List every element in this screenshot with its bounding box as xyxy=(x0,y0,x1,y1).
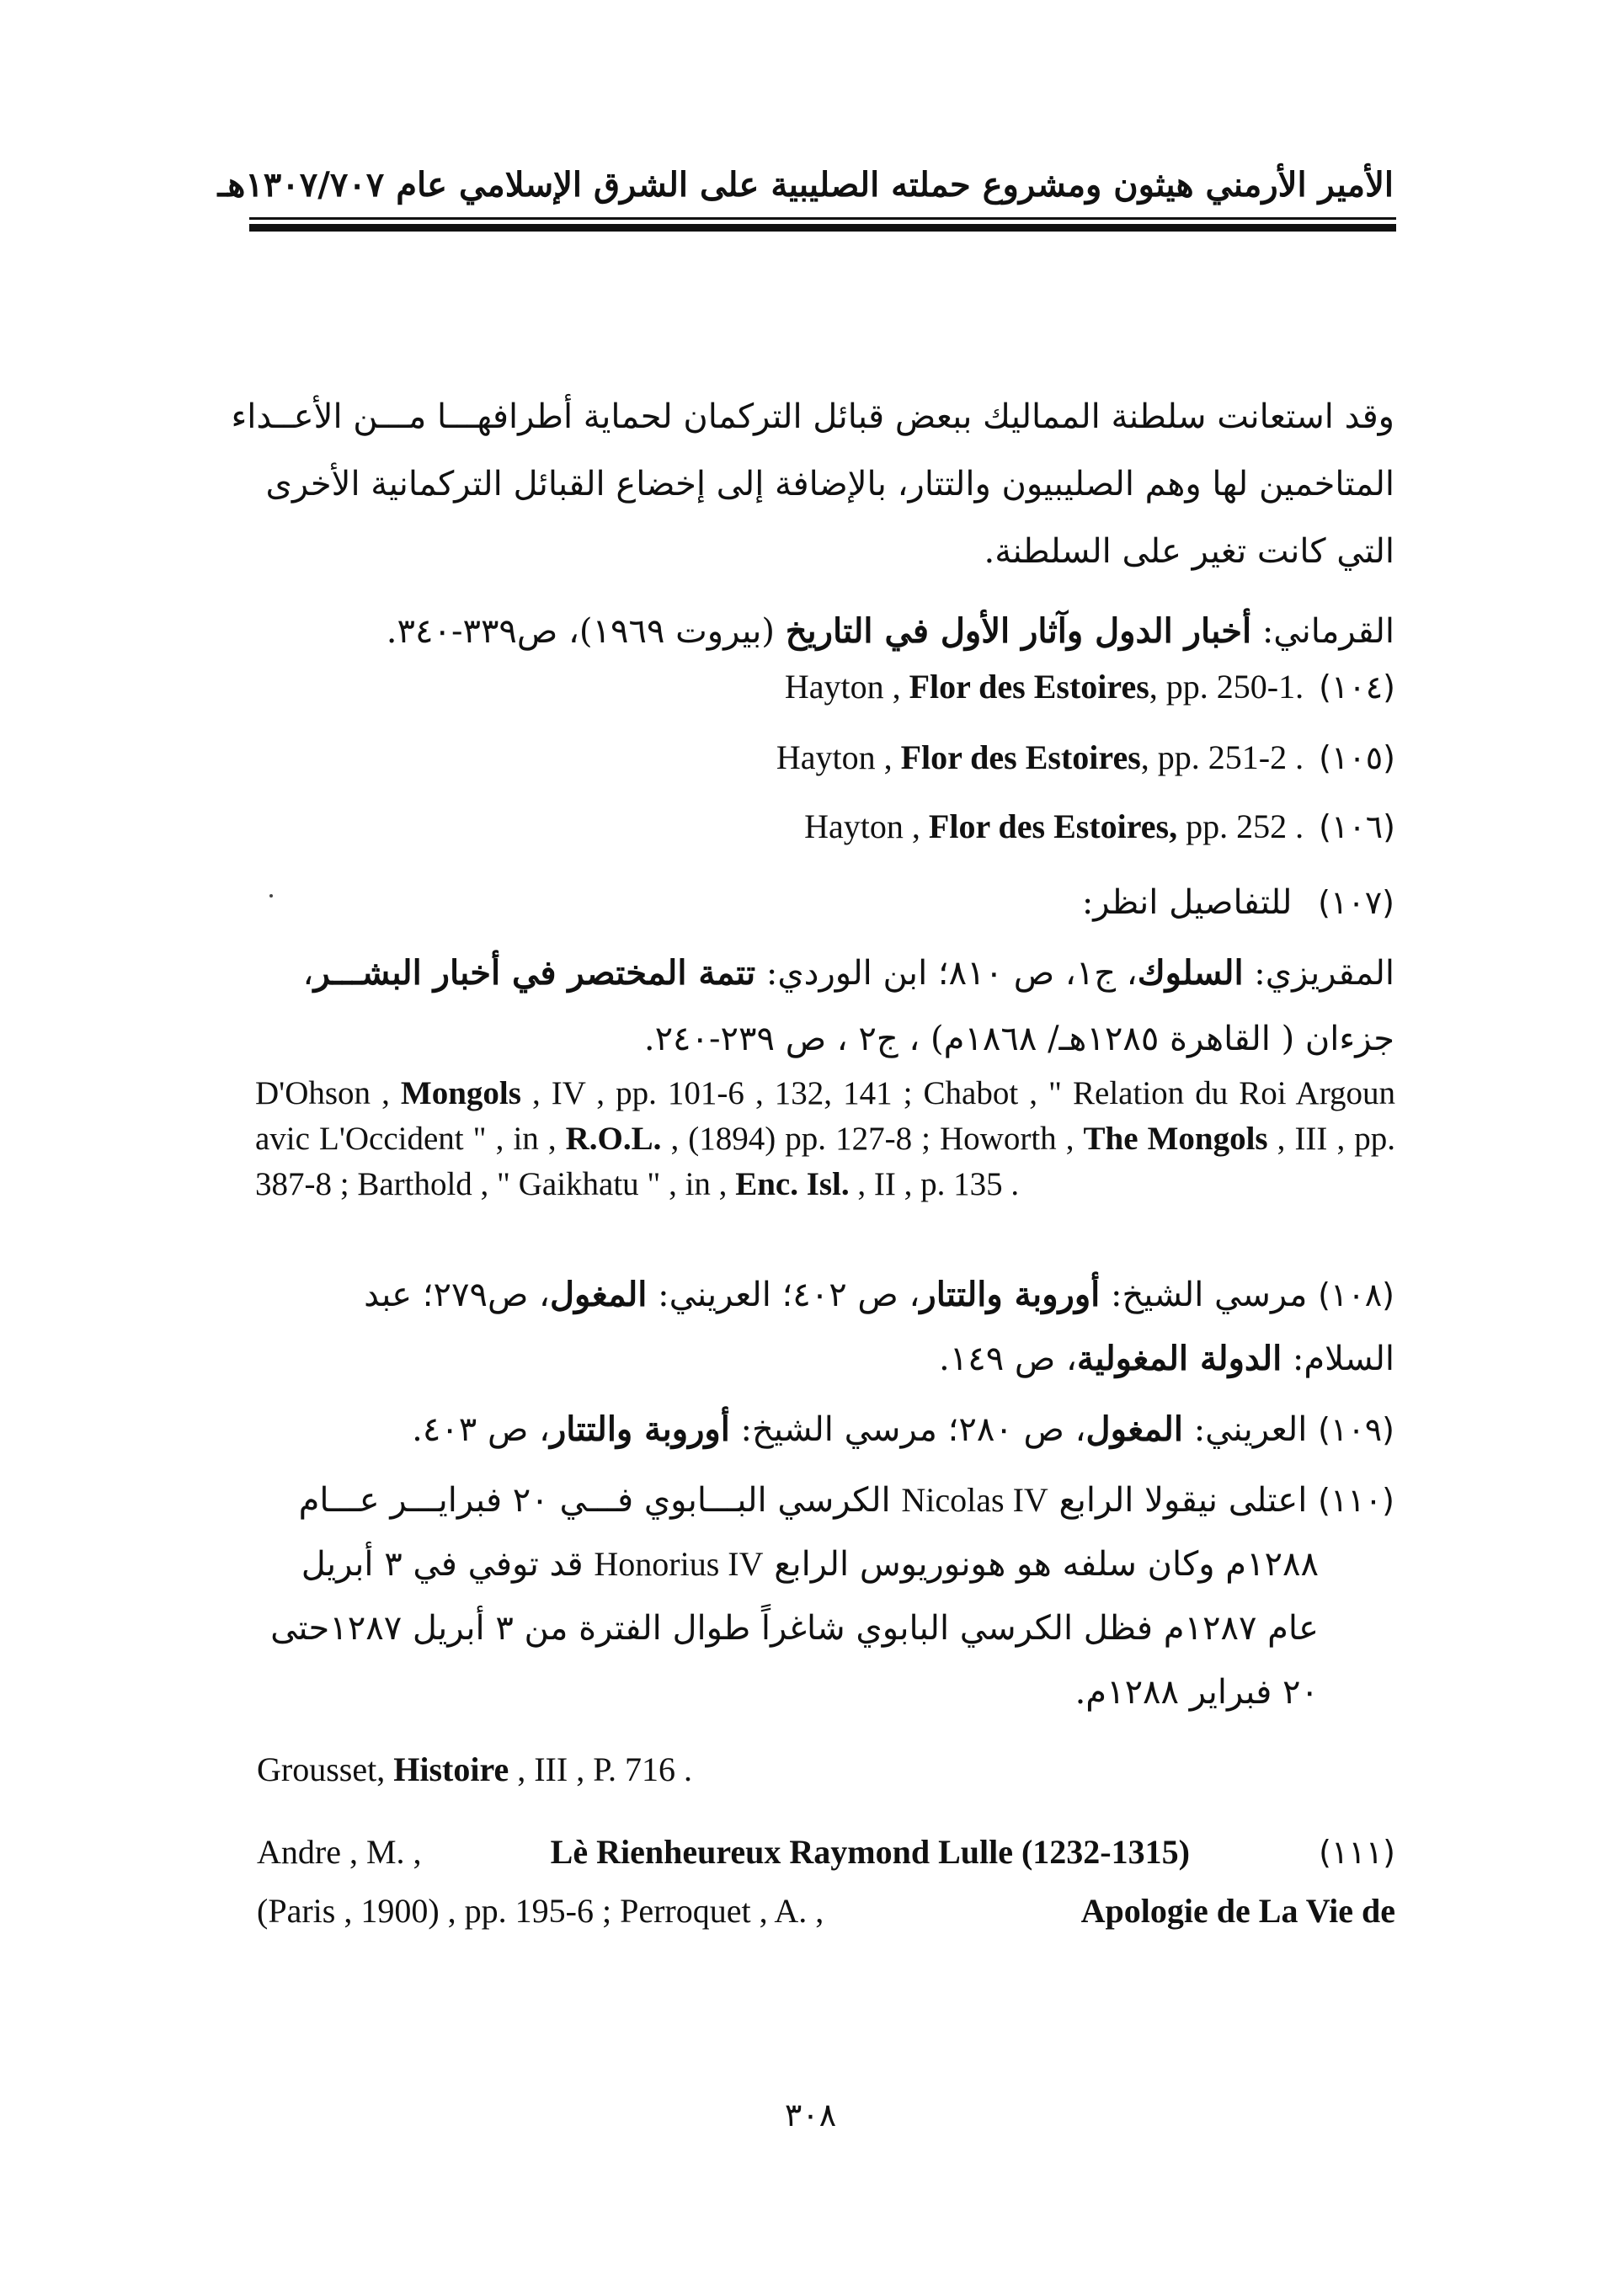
note-105-number: (١٠٥) xyxy=(1319,739,1395,776)
note-106 xyxy=(804,795,1395,859)
qaramani-prefix: القرماني: xyxy=(1251,612,1394,651)
note-107-latin xyxy=(255,1071,1395,1207)
note-107-number: (١٠٧) xyxy=(1318,884,1394,921)
latin-i: , II , p. 135 . xyxy=(849,1166,1020,1202)
note-107-maqrizi xyxy=(253,941,1394,1005)
page-number: ٣٠٨ xyxy=(784,2096,837,2134)
note-110-line1 xyxy=(253,1468,1394,1532)
latin-enc-isl: Enc. Isl. xyxy=(735,1166,850,1202)
note-110-line4: ٢٠ فبراير ١٢٨٨م. xyxy=(1074,1673,1319,1712)
note-108-line2 xyxy=(253,1327,1394,1391)
latin-a: D'Ohson , xyxy=(255,1075,401,1111)
note-104 xyxy=(785,655,1395,719)
note-grousset xyxy=(257,1738,692,1802)
note-108-e: ، ص ١٤٩. xyxy=(939,1340,1077,1378)
note-104-number: (١٠٤) xyxy=(1319,669,1395,706)
maqrizi-mid: ، ج١، ص ٨١٠؛ ابن الوردي: xyxy=(755,954,1138,993)
note-110-line3: عام ١٢٨٧م فظل الكرسي البابوي شاغراً طوال الفترة من ٣ أبريل ١٢٨٧حتى xyxy=(270,1609,1319,1648)
note-110 xyxy=(253,1468,1394,1724)
note-108-d: السلام: xyxy=(1282,1340,1394,1378)
maqrizi-title: السلوك xyxy=(1137,953,1244,993)
qaramani-title: أخبار الدول وآثار الأول في التاريخ xyxy=(785,611,1252,651)
body-line-2: المتاخمين لها وهم الصليبيون والتتار، بالإضافة إلى إخضاع القبائل التركمانية الأخرى xyxy=(265,465,1394,503)
latin-mongols: Mongols xyxy=(400,1075,521,1111)
note-110-b: الكرسي البـــابوي فـــي ٢٠ فبرايـــر عـــام xyxy=(298,1481,902,1520)
note-108-number: (١٠٨) xyxy=(1318,1276,1394,1313)
body-line-1: وقد استعانت سلطنة المماليك ببعض قبائل التركمان لحماية أطرافهـــا مـــن الأعــداء xyxy=(231,397,1394,436)
grousset-pages: , III , P. 716 . xyxy=(509,1750,693,1788)
note-105-author: Hayton , xyxy=(776,738,901,776)
note-111-line2b: Apologie de La Vie de xyxy=(1080,1892,1395,1930)
grousset-author: Grousset, xyxy=(257,1750,394,1788)
note-108-title1: أوروبة والتتار xyxy=(920,1275,1101,1314)
note-111-line2a: (Paris , 1900) , pp. 195-6 ; Perroquet , A. , xyxy=(257,1892,824,1930)
note-110-line2a: ١٢٨٨م وكان سلفه هو هونوريوس الرابع xyxy=(763,1545,1319,1584)
note-110-nicolas: Nicolas IV xyxy=(901,1481,1048,1519)
note-108-title3: الدولة المغولية xyxy=(1076,1339,1282,1378)
note-109-title2: أوروبة والتتار xyxy=(549,1409,730,1449)
note-110-a: اعتلى نيقولا الرابع xyxy=(1048,1481,1319,1520)
note-109-number: (١٠٩) xyxy=(1318,1411,1394,1448)
note-110-number: (١١٠) xyxy=(1318,1482,1394,1519)
note-106-number: (١٠٦) xyxy=(1319,808,1395,845)
header-rule-thin xyxy=(249,217,1396,220)
note-109-b: ، ص ٢٨٠؛ مرسي الشيخ: xyxy=(729,1410,1086,1449)
note-104-pages: , pp. 250-1. xyxy=(1149,668,1304,706)
wardi-title: تتمة المختصر في أخبار البشـــر xyxy=(313,953,756,993)
note-qaramani xyxy=(253,599,1394,663)
note-108-c: ، ص٢٧٩؛ عبد xyxy=(364,1276,550,1314)
body-line-3: التي كانت تغير على السلطنة. xyxy=(984,532,1394,571)
note-110-line2b: قد توفي في ٣ أبريل xyxy=(301,1545,595,1584)
scan-speck xyxy=(269,894,273,898)
header-rule-thick xyxy=(249,224,1396,232)
latin-rol: R.O.L. xyxy=(565,1121,662,1157)
note-109 xyxy=(253,1398,1394,1462)
note-107-text: للتفاصيل انظر: xyxy=(1081,883,1293,922)
grousset-title: Histoire xyxy=(393,1750,509,1788)
latin-the-mongols: The Mongols xyxy=(1083,1121,1268,1157)
note-107-line2: جزءان ( القاهرة ١٢٨٥هـ/ ١٨٦٨م) ، ج٢ ، ص ٢٣٩-٢٤٠. xyxy=(643,1020,1394,1058)
maqrizi-author: المقريزي: xyxy=(1243,954,1394,993)
note-106-pages: pp. 252 . xyxy=(1177,807,1304,845)
note-111-line2 xyxy=(257,1884,1395,1938)
note-109-title1: المغول xyxy=(1085,1409,1183,1449)
note-104-author: Hayton , xyxy=(784,668,909,706)
latin-e: , (1894) pp. 127-8 ; Howorth , xyxy=(661,1121,1084,1157)
body-paragraph xyxy=(231,383,1394,585)
note-111-line1 xyxy=(257,1820,1395,1884)
note-108-line1 xyxy=(253,1263,1394,1327)
note-106-author: Hayton , xyxy=(804,807,929,845)
note-108 xyxy=(253,1263,1394,1391)
note-109-c: ، ص ٤٠٣. xyxy=(412,1410,550,1449)
note-105-title: Flor des Estoires xyxy=(900,738,1141,776)
latin-g: , III , pp. 387-8 ; Barthold , " Gaikhatu " , in , xyxy=(255,1121,1396,1202)
running-header: الأمير الأرمني هيثون ومشروع حملته الصليبية على الشرق الإسلامي عام ١٣٠٧/٧٠٧هـ xyxy=(217,165,1394,205)
maqrizi-end: ، xyxy=(302,954,314,993)
note-111-title: Lè Rienheureux Raymond Lulle (1232-1315) xyxy=(550,1833,1190,1871)
note-105-pages: , pp. 251-2 . xyxy=(1140,738,1304,776)
note-104-title: Flor des Estoires xyxy=(909,668,1149,706)
qaramani-rest: (بيروت ١٩٦٩)، ص٣٣٩-٣٤٠. xyxy=(386,612,786,651)
note-110-honorius: Honorius IV xyxy=(594,1545,764,1583)
note-108-title2: المغول xyxy=(549,1275,648,1314)
latin-c: , IV , pp. 101-6 , 132, 141 ; Chabot , " Relation du Roi Argoun avic L'Occident " , in , xyxy=(255,1075,1395,1157)
note-109-a: العريني: xyxy=(1182,1410,1319,1449)
note-105 xyxy=(776,726,1395,790)
note-108-b: ، ص ٤٠٢؛ العريني: xyxy=(647,1276,920,1314)
note-107 xyxy=(253,871,1394,935)
note-106-title: Flor des Estoires, xyxy=(928,807,1178,845)
note-108-a: مرسي الشيخ: xyxy=(1100,1276,1319,1314)
note-111 xyxy=(257,1820,1395,1938)
note-111-number: (١١١) xyxy=(1319,1834,1395,1871)
note-110-line2 xyxy=(253,1532,1319,1596)
note-111-author: Andre , M. , xyxy=(257,1833,422,1871)
